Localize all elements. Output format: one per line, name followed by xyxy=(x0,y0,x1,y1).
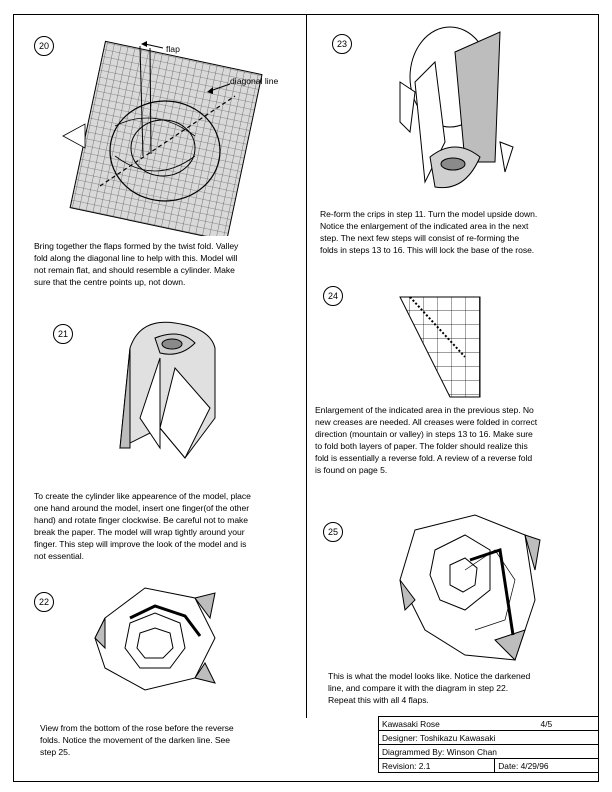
diagrammer: Diagrammed By: Winson Chan xyxy=(379,745,599,759)
flap-label: flap xyxy=(166,44,180,54)
step-24-number: 24 xyxy=(323,286,343,306)
model-title: Kawasaki Rose xyxy=(379,717,495,731)
step-25-number: 25 xyxy=(323,522,343,542)
step-23-diagram xyxy=(395,22,515,200)
step-20-caption: Bring together the flaps formed by the twist fold. Valley fold along the diagonal line to help with this. Model will not remain flat, and should resemble a cylinder. Make sure that the centre points up, not down. xyxy=(34,241,239,287)
step-25-caption: This is what the model looks like. Notice the darkened line, and compare it with the diagram in step 22. Repeat this with all 4 flaps. xyxy=(328,671,531,705)
step-20-diagram xyxy=(45,36,285,236)
date: Date: 4/29/96 xyxy=(495,759,599,773)
step-21-caption: To create the cylinder like appearence of the model, place one hand around the model, insert one finger(of the other hand) and rotate finger clockwise. Be careful not to make break the paper. The model will wrap tightly around your finger. This step will improve the look of the model and is not essential. xyxy=(34,491,251,561)
step-22-diagram xyxy=(85,578,225,698)
step-24-diagram xyxy=(395,282,495,402)
step-25-diagram xyxy=(395,510,545,670)
step-22-number: 22 xyxy=(34,592,54,612)
column-divider xyxy=(306,14,307,718)
step-21-number: 21 xyxy=(53,324,73,344)
info-box xyxy=(378,716,599,773)
designer: Designer: Toshikazu Kawasaki xyxy=(379,731,599,745)
diagonal-line-label: diagonal line xyxy=(230,76,279,86)
step-20-number: 20 xyxy=(34,36,54,56)
revision: Revision: 2.1 xyxy=(379,759,495,773)
step-22-caption: View from the bottom of the rose before the reverse folds. Notice the movement of the darken line. See step 25. xyxy=(40,723,234,757)
step-23-number: 23 xyxy=(332,34,352,54)
step-24-caption: Enlargement of the indicated area in the previous step. No new creases are needed. All creases were folded in correct direction (mountain or valley) in steps 13 to 16. Make sure to fold both layers of paper. The folder should realize this fold is essentially a reverse fold. A review of a reverse fold is found on page 5. xyxy=(315,405,538,475)
step-23-caption: Re-form the crips in step 11. Turn the model upside down. Notice the enlargement of the indicated area in the next step. The next few steps will consist of re-forming the folds in steps 13 to 16. This will lock the base of the rose. xyxy=(320,209,538,255)
step-21-diagram xyxy=(100,308,230,478)
page-number: 4/5 xyxy=(495,717,599,731)
